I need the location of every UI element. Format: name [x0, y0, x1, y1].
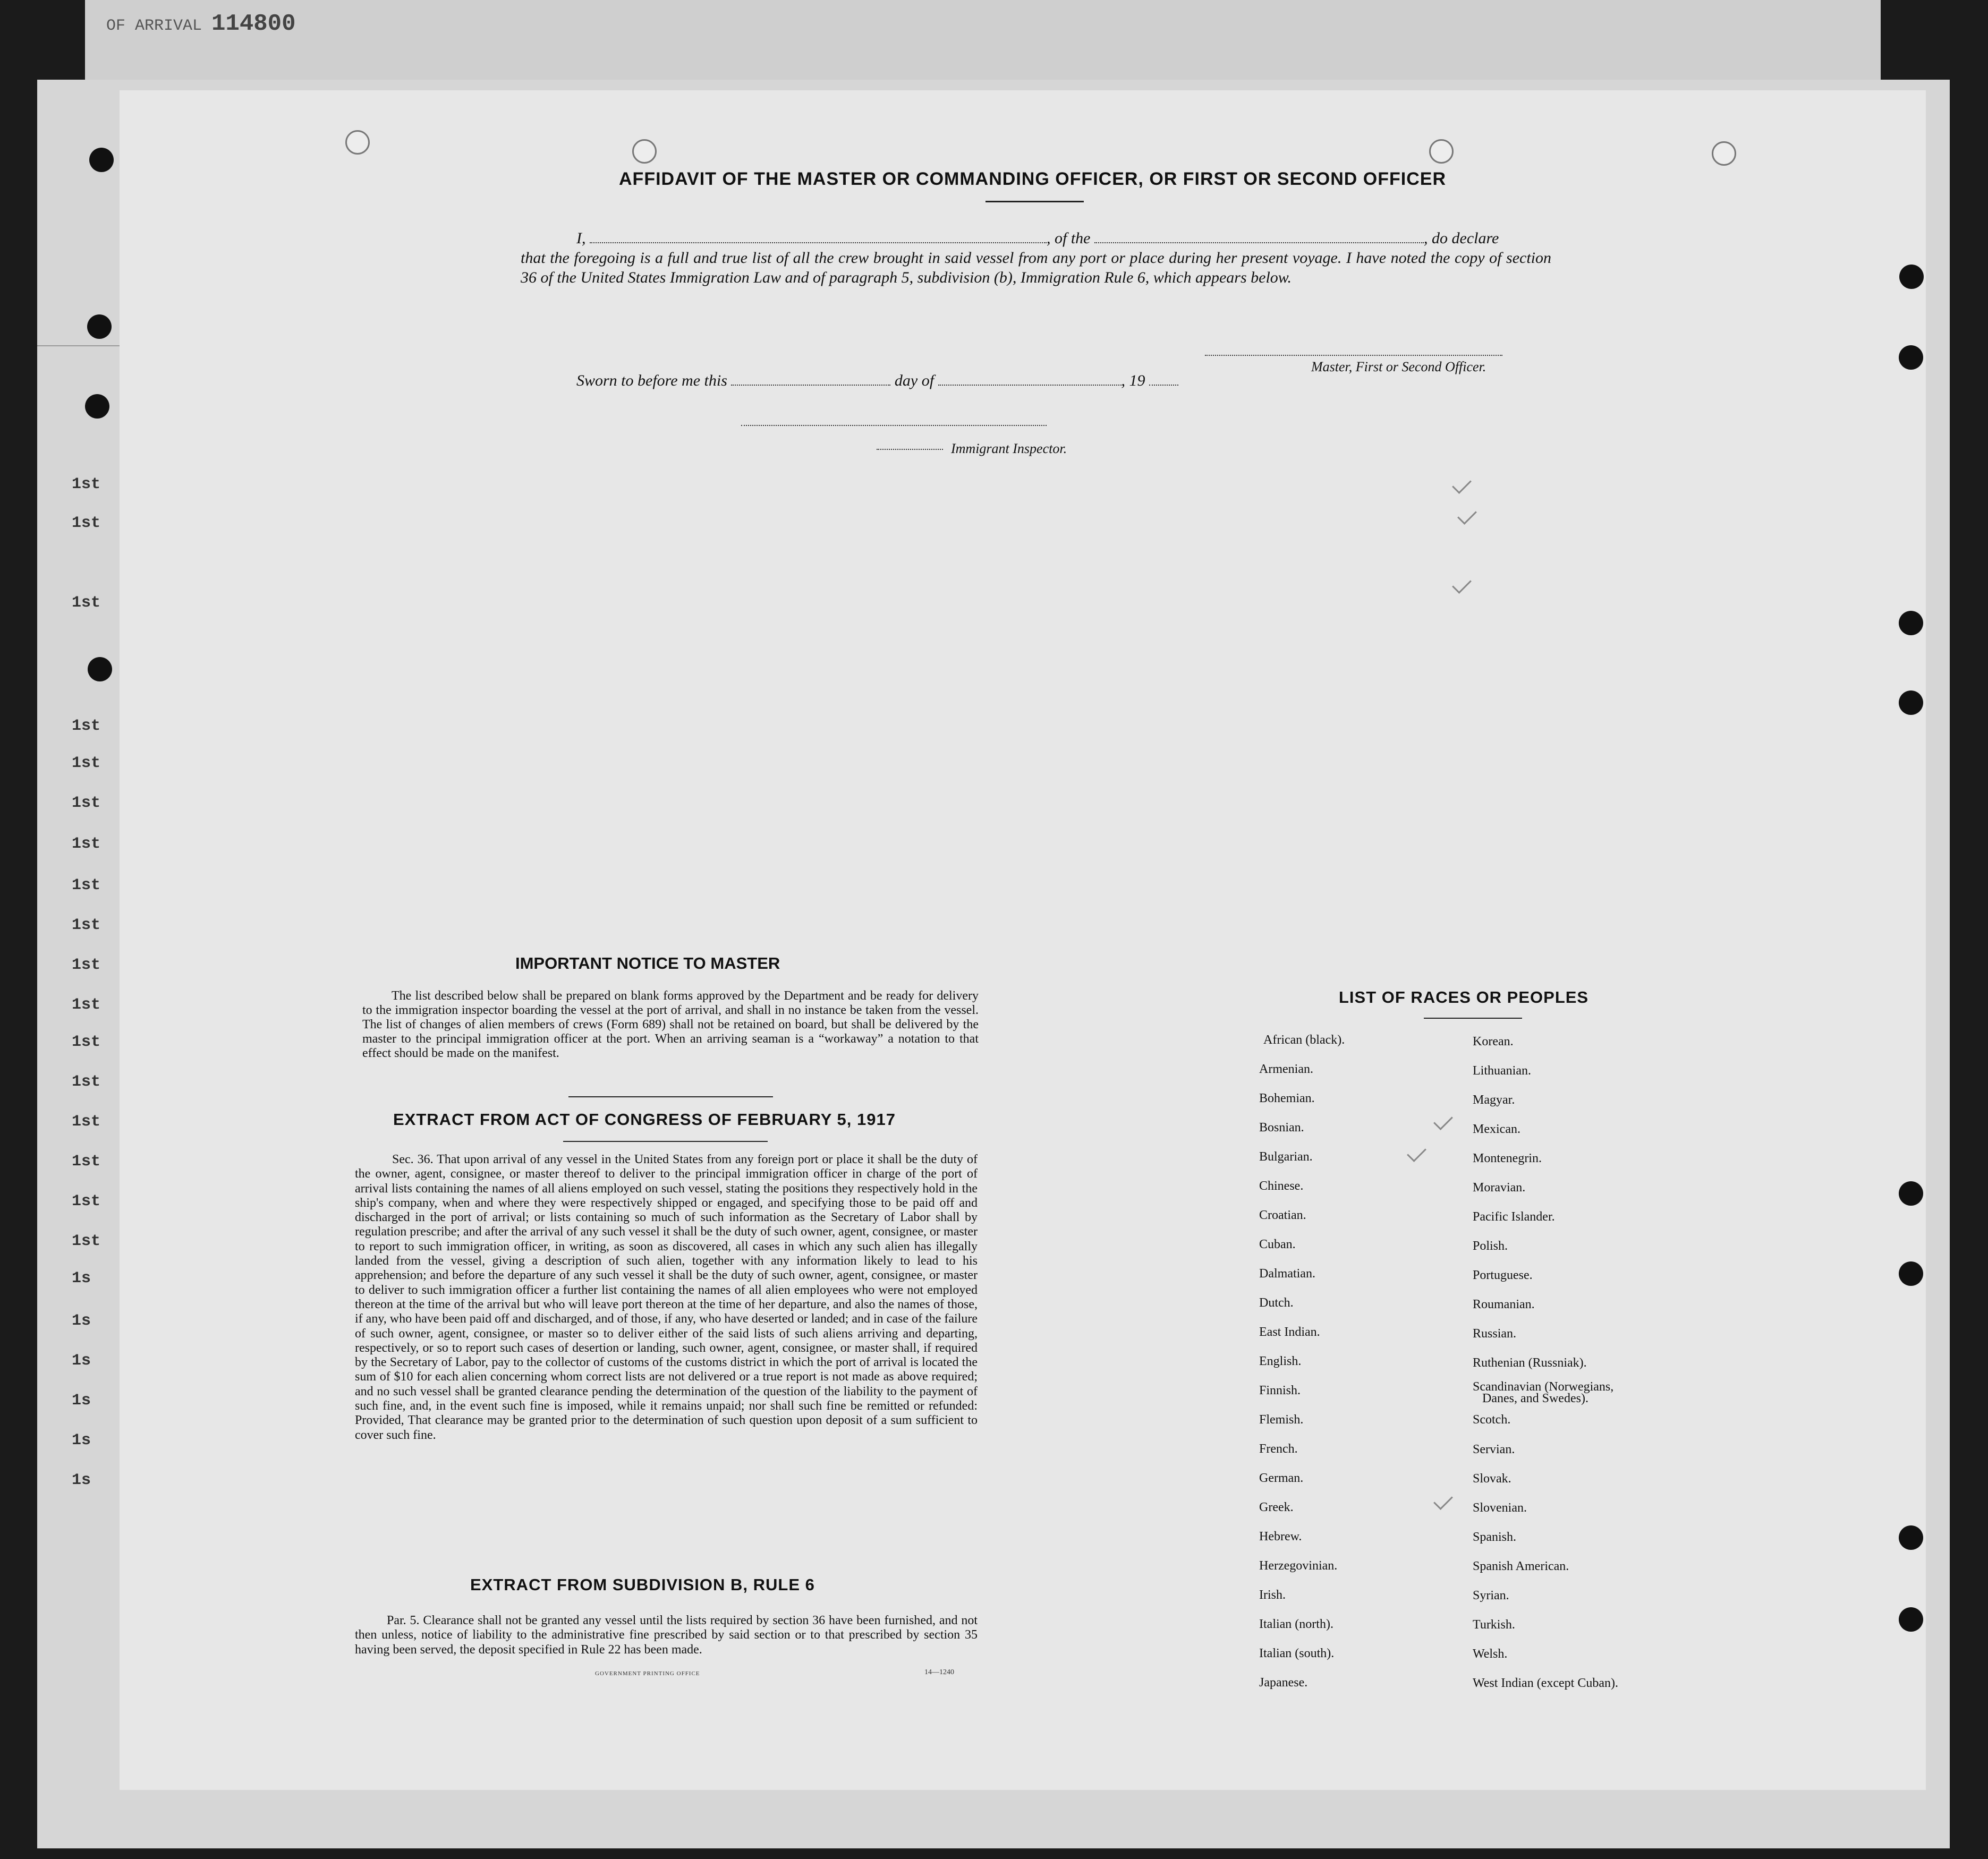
race-item: Servian.	[1473, 1443, 1515, 1456]
title-rule	[985, 201, 1084, 202]
race-item: Chinese.	[1259, 1179, 1304, 1193]
affidavit-title: AFFIDAVIT OF THE MASTER OR COMMANDING OFFICER, OR FIRST OR SECOND OFFICER	[619, 169, 1446, 189]
do-declare-label: , do declare	[1424, 229, 1499, 247]
inspector-caption: Immigrant Inspector.	[951, 441, 1067, 456]
race-item: Japanese.	[1259, 1676, 1308, 1690]
race-item: Spanish.	[1473, 1530, 1517, 1544]
race-item: Welsh.	[1473, 1647, 1508, 1661]
race-item: Roumanian.	[1473, 1298, 1535, 1311]
punch-hole-outline	[345, 130, 370, 155]
race-item: Slovak.	[1473, 1472, 1511, 1486]
class-mark: 1st	[72, 475, 101, 493]
inspector-name-field[interactable]	[877, 449, 943, 450]
race-item: Hebrew.	[1259, 1530, 1302, 1544]
year-prefix: , 19	[1121, 372, 1145, 389]
punch-hole	[1899, 690, 1923, 715]
rule-extract-body: Par. 5. Clearance shall not be granted any vessel until the lists required by section 36 have been furnished, and not then unless, notice of liability to the administrative fine prescribed by said section or to that prescribed by section 35 having been served, the deposit specified in Rule 22 has been made.	[355, 1614, 978, 1657]
class-mark: 1st	[72, 1113, 101, 1131]
class-mark: 1s	[72, 1352, 91, 1370]
race-item: Herzegovinian.	[1259, 1559, 1338, 1573]
race-item: English.	[1259, 1354, 1302, 1368]
races-title: LIST OF RACES OR PEOPLES	[1339, 988, 1589, 1007]
sworn-prefix: Sworn to before me this	[576, 372, 727, 389]
punch-hole	[87, 314, 112, 339]
race-item: Bosnian.	[1259, 1121, 1304, 1135]
race-item: Bulgarian.	[1259, 1150, 1313, 1164]
race-item: Dutch.	[1259, 1296, 1294, 1310]
race-item: Turkish.	[1473, 1618, 1515, 1632]
form-number: 14—1240	[924, 1668, 954, 1676]
punch-hole	[1899, 265, 1924, 289]
punch-hole	[1899, 1525, 1923, 1550]
race-item: Greek.	[1259, 1500, 1294, 1514]
race-item: Lithuanian.	[1473, 1064, 1531, 1078]
sworn-day-field[interactable]	[731, 372, 890, 386]
punch-hole	[1899, 1261, 1923, 1286]
race-item: Montenegrin.	[1473, 1152, 1542, 1165]
race-item: Ruthenian (Russniak).	[1473, 1356, 1587, 1370]
race-item: Dalmatian.	[1259, 1267, 1315, 1281]
race-item: Italian (north).	[1259, 1617, 1333, 1631]
of-the-label: , of the	[1047, 229, 1091, 247]
class-mark: 1s	[72, 1312, 91, 1330]
act-extract-title: EXTRACT FROM ACT OF CONGRESS OF FEBRUARY 5, 1917	[393, 1110, 896, 1129]
punch-hole	[1899, 345, 1923, 370]
class-mark: 1s	[72, 1471, 91, 1489]
race-item: French.	[1259, 1442, 1298, 1456]
notice-title: IMPORTANT NOTICE TO MASTER	[515, 954, 780, 973]
class-mark: 1st	[72, 916, 101, 934]
race-item: Croatian.	[1259, 1208, 1306, 1222]
race-item: African (black).	[1263, 1033, 1345, 1047]
class-mark: 1st	[72, 794, 101, 812]
punch-hole-outline	[1712, 141, 1736, 166]
arrival-stamp-number: 114800	[211, 11, 296, 37]
class-mark: 1s	[72, 1269, 91, 1287]
i-label: I,	[576, 229, 586, 247]
punch-hole	[89, 148, 114, 172]
punch-hole	[1899, 1181, 1923, 1206]
class-mark: 1st	[72, 956, 101, 974]
affidavit-page	[120, 90, 1926, 1790]
class-mark: 1st	[72, 1153, 101, 1171]
class-mark: 1st	[72, 1073, 101, 1091]
punch-hole	[1899, 611, 1923, 635]
race-item: Scotch.	[1473, 1413, 1511, 1427]
class-mark: 1st	[72, 1192, 101, 1210]
class-mark: 1st	[72, 1232, 101, 1250]
race-item: Finnish.	[1259, 1384, 1301, 1397]
class-mark: 1s	[72, 1431, 91, 1449]
race-item: Korean.	[1473, 1035, 1514, 1048]
race-item: Syrian.	[1473, 1589, 1509, 1602]
officer-signature-field[interactable]	[1205, 355, 1502, 356]
race-item: Irish.	[1259, 1588, 1286, 1602]
race-item: Italian (south).	[1259, 1647, 1335, 1660]
declaration-body: that the foregoing is a full and true list of all the crew brought in said vessel from any port or place during her present voyage. I have noted the copy of section 36 of the United States Immigration Law and of paragraph 5, subdivision (b), Immigration Rule 6, which appears below.	[521, 249, 1551, 286]
race-item: Danes, and Swedes).	[1482, 1392, 1588, 1405]
underlying-rule	[37, 345, 122, 346]
class-mark: 1st	[72, 1033, 101, 1051]
punch-hole	[85, 394, 109, 419]
race-item: Russian.	[1473, 1327, 1517, 1341]
class-mark: 1st	[72, 717, 101, 735]
race-item: Slovenian.	[1473, 1501, 1527, 1515]
class-mark: 1st	[72, 514, 101, 532]
inspector-signature-field[interactable]	[741, 425, 1047, 426]
section-rule	[563, 1141, 768, 1142]
race-item: Polish.	[1473, 1239, 1508, 1253]
race-item: Pacific Islander.	[1473, 1210, 1555, 1224]
punch-hole-outline	[632, 139, 657, 164]
arrival-stamp-caption: OF ARRIVAL	[106, 17, 202, 35]
class-mark: 1st	[72, 754, 101, 772]
race-item: Spanish American.	[1473, 1559, 1569, 1573]
race-item: Armenian.	[1259, 1062, 1313, 1076]
punch-hole-outline	[1429, 139, 1454, 164]
race-item: Magyar.	[1473, 1093, 1515, 1107]
notice-body: The list described below shall be prepared on blank forms approved by the Department and be ready for delivery to the immigration inspector boarding the vessel at the port of arrival, and shall in no instance be taken from the vessel. The list of changes of alien members of crews (Form 689) shall not be retained on board, but shall be delivered by the master to the principal immigration officer at the port. When an arriving seaman is a “workaway” a notation to that effect should be made on the manifest.	[362, 989, 979, 1060]
race-item: Mexican.	[1473, 1122, 1520, 1136]
vessel-name-field[interactable]	[1094, 229, 1424, 243]
sworn-year-field[interactable]	[1149, 372, 1178, 386]
race-item: East Indian.	[1259, 1325, 1320, 1339]
officer-signature-caption: Master, First or Second Officer.	[1311, 359, 1486, 374]
declaration-first-line	[521, 228, 1551, 248]
race-item: Bohemian.	[1259, 1091, 1315, 1105]
class-mark: 1st	[72, 594, 101, 612]
race-item: Flemish.	[1259, 1413, 1304, 1427]
race-item: Portuguese.	[1473, 1268, 1533, 1282]
race-item: West Indian (except Cuban).	[1473, 1676, 1618, 1690]
rule-extract-title: EXTRACT FROM SUBDIVISION B, RULE 6	[470, 1575, 815, 1594]
declaration-block	[521, 228, 1551, 287]
underlying-page-top-strip	[85, 0, 1881, 80]
race-item: German.	[1259, 1471, 1304, 1485]
day-of-label: day of	[894, 372, 934, 389]
sworn-line	[576, 372, 1178, 390]
class-mark: 1st	[72, 876, 101, 894]
punch-hole	[1899, 1607, 1923, 1632]
class-mark: 1s	[72, 1392, 91, 1410]
act-extract-body: Sec. 36. That upon arrival of any vessel in the United States from any foreign port or place it shall be the duty of the owner, agent, consignee, or master thereof to deliver to the principal immigration officer in charge of the port of arrival lists containing the names of all aliens employed on such vessel, stating the positions they respectively hold in the ship's company, when and where they were respectively shipped or engaged, and specifying those to be paid off and discharged in the port of arrival; or lists containing so much of such information as the Secretary of Labor shall by regulation prescribe; and after the arrival of any such vessel it shall be the duty of such owner, agent, consignee, or master to report to such immigration officer, in writing, as soon as discovered, all cases in which any such alien has illegally landed from the vessel, giving a description of such alien, together with any information likely to lead to his apprehension; and before the departure of any such vessel it shall be the duty of such owner, agent, consignee, or master to deliver to such immigration officer a further list containing the names of all alien employees who were not employed thereon at the time of the arrival but who will leave port thereon at the time of her departure, and also the names of those, if any, who have been paid off and discharged, and of those, if any, who have deserted or landed; and in case of the failure of such owner, agent, consignee, or master so to deliver either of the said lists of such aliens arriving and departing, respectively, or so to report such cases of desertion or landing, such owner, agent, consignee, or master shall, if required by the Secretary of Labor, pay to the collector of customs of the customs district in which the port of arrival is located the sum of $10 for each alien concerning whom correct lists are not delivered or a true report is not made as above required; and no such vessel shall be granted clearance pending the determination of the question of the liability to the payment of such fine, and, in the event such fine is imposed, while it remains unpaid; nor shall such fine be remitted or refunded: Provided, That clearance may be granted prior to the determination of such question upon deposit of a sum sufficient to cover such fine.	[355, 1153, 978, 1442]
sworn-month-field[interactable]	[938, 372, 1122, 386]
class-mark: 1st	[72, 996, 101, 1014]
punch-hole	[88, 657, 112, 681]
race-item: Moravian.	[1473, 1181, 1526, 1195]
arrival-stamp	[106, 11, 295, 37]
section-rule	[568, 1096, 773, 1097]
declarant-name-field[interactable]	[590, 229, 1047, 243]
race-item: Scandinavian (Norwegians,	[1473, 1380, 1614, 1394]
races-title-rule	[1424, 1018, 1522, 1019]
race-item: Cuban.	[1259, 1238, 1296, 1251]
class-mark: 1st	[72, 835, 101, 853]
printing-office-imprint: GOVERNMENT PRINTING OFFICE	[595, 1670, 700, 1677]
